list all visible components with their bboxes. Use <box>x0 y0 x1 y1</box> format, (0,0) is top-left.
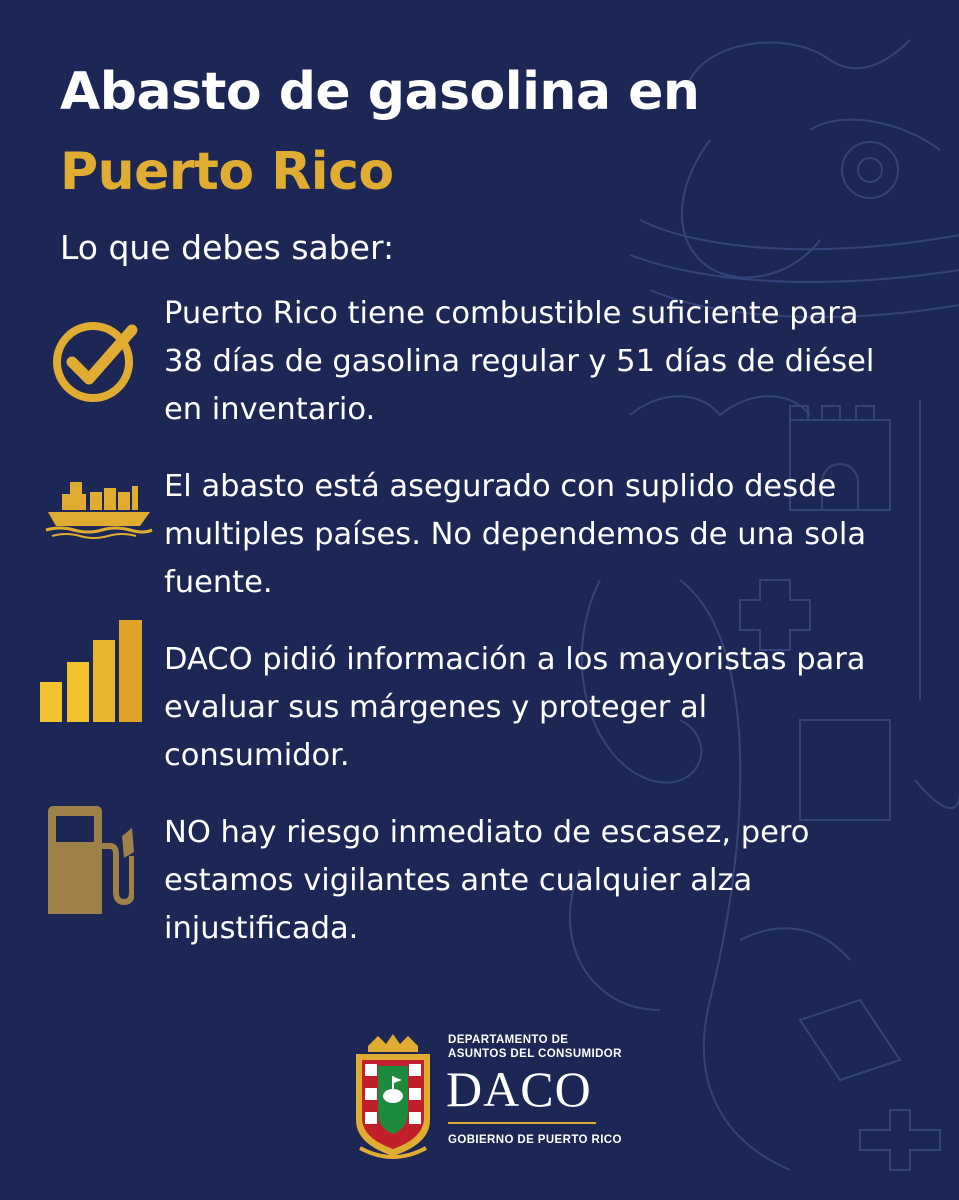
item-text-supply-sources: El abasto está asegurado con suplido desde multiples países. No dependemos de una sola fuente. <box>164 469 867 600</box>
daco-logo <box>348 1032 622 1162</box>
dept-line-1: DEPARTAMENTO DE <box>448 1034 569 1046</box>
title-line-2: Puerto Rico <box>60 142 394 202</box>
item-text-no-shortage: NO hay riesgo inmediato de escasez, pero estamos vigilantes ante cualquier alza injustificada. <box>164 815 810 946</box>
subtitle: Lo que debes saber: <box>60 228 395 267</box>
daco-wordmark: DACO <box>446 1061 592 1117</box>
cargo-ship-icon <box>42 478 154 540</box>
bar-chart-icon <box>40 620 142 722</box>
logo-divider <box>448 1122 596 1124</box>
title-line-1: Abasto de gasolina en <box>60 62 700 122</box>
check-circle-icon <box>48 312 144 408</box>
government-label: GOBIERNO DE PUERTO RICO <box>448 1134 622 1146</box>
coat-of-arms-watermark <box>560 20 959 1200</box>
item-text-wholesalers: DACO pidió información a los mayoristas para evaluar sus márgenes y proteger al consumidor. <box>164 642 866 773</box>
item-text-fuel-supply: Puerto Rico tiene combustible suficiente para 38 días de gasolina regular y 51 días de diésel en inventario. <box>164 296 875 427</box>
dept-line-2: ASUNTOS DEL CONSUMIDOR <box>448 1048 622 1060</box>
puerto-rico-coat-of-arms <box>348 1032 438 1162</box>
fuel-pump-icon <box>46 806 134 914</box>
